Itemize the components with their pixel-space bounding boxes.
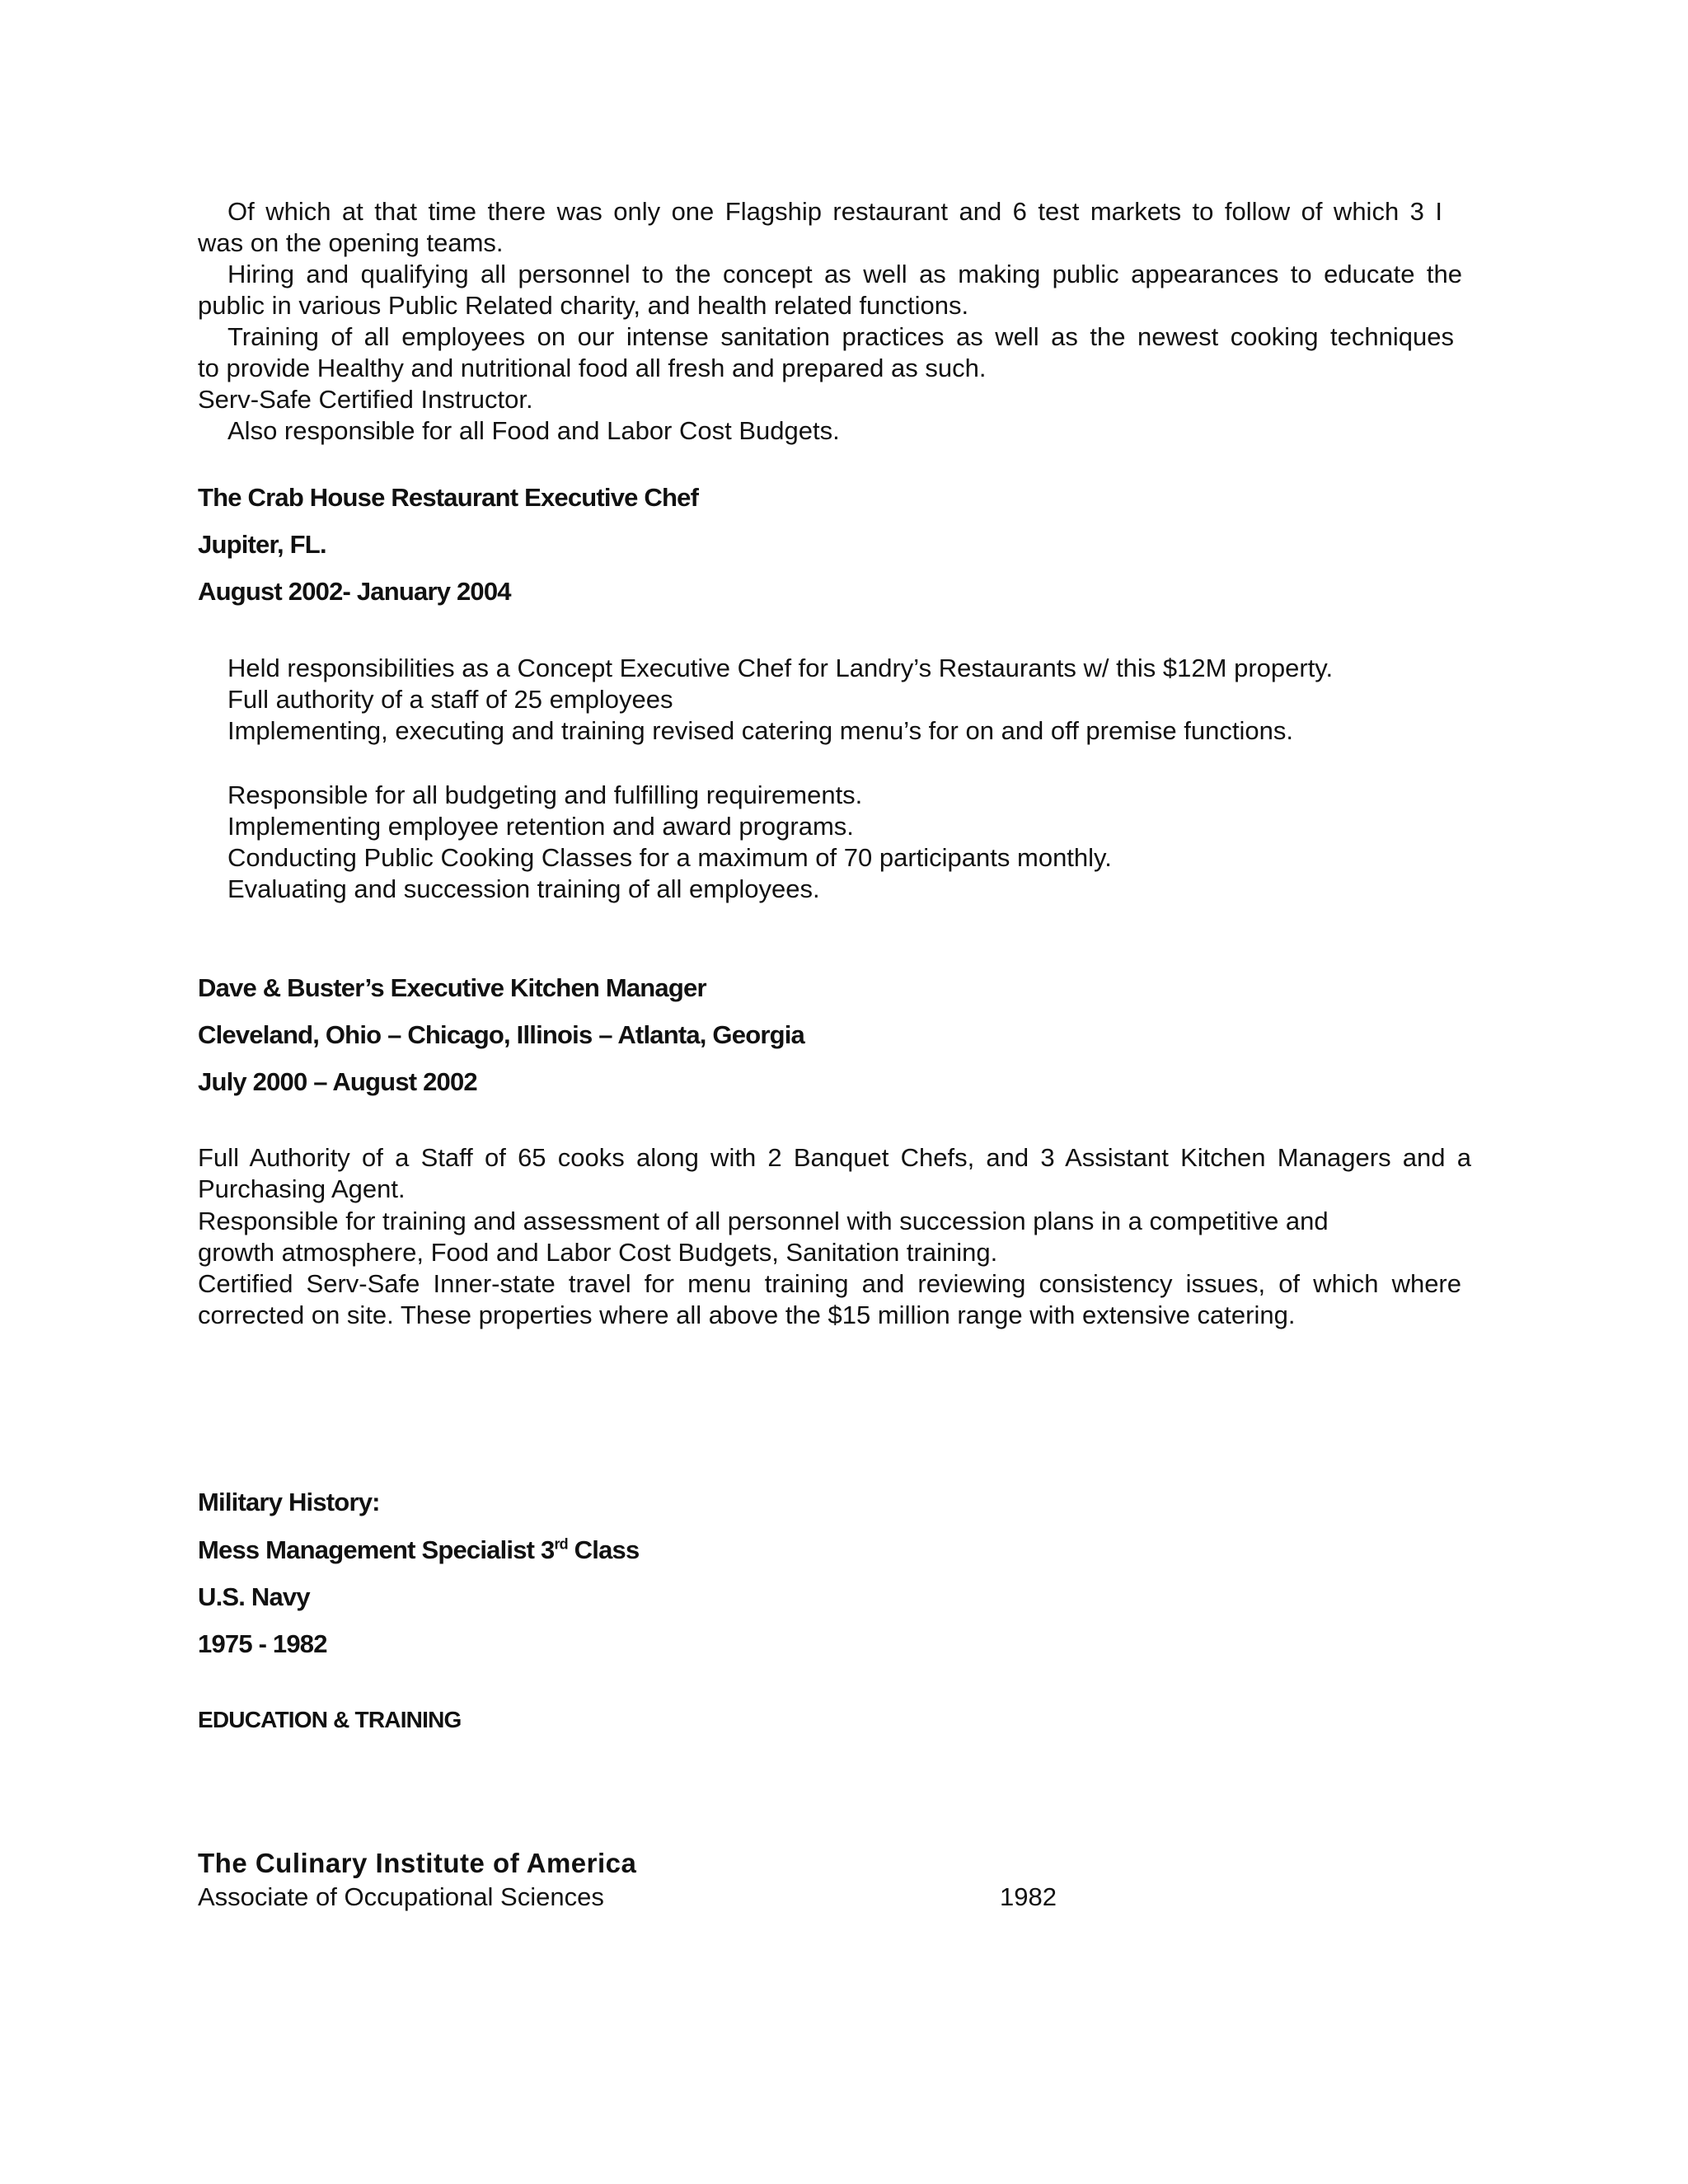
crab-house-location: Jupiter, FL. (198, 530, 326, 559)
intro-line-7: Serv-Safe Certified Instructor. (198, 385, 533, 414)
dave-busters-line: Full Authority of a Staff of 65 cooks along with 2 Banquet Chefs, and 3 Assistant Kitchen Managers and a (198, 1143, 1471, 1172)
dave-busters-line: corrected on site. These properties where all above the $15 million range with extensive catering. (198, 1301, 1296, 1329)
crab-house-duty: Conducting Public Cooking Classes for a maximum of 70 participants monthly. (227, 843, 1112, 872)
military-branch: U.S. Navy (198, 1582, 310, 1611)
dave-busters-line: Certified Serv-Safe Inner-state travel for menu training and reviewing consistency issues, of which where (198, 1269, 1461, 1298)
intro-line-4: public in various Public Related charity, and health related functions. (198, 291, 969, 320)
dave-busters-line: growth atmosphere, Food and Labor Cost Budgets, Sanitation training. (198, 1238, 998, 1267)
crab-house-duty: Held responsibilities as a Concept Executive Chef for Landry’s Restaurants w/ this $12M property. (227, 654, 1334, 682)
intro-line-2: was on the opening teams. (198, 228, 504, 257)
dave-busters-location: Cleveland, Ohio – Chicago, Illinois – Atlanta, Georgia (198, 1020, 804, 1049)
intro-line-3: Hiring and qualifying all personnel to the concept as well as making public appearances to educate the (227, 260, 1462, 288)
military-heading: Military History: (198, 1488, 380, 1516)
education-degree: Associate of Occupational Sciences (198, 1882, 604, 1911)
intro-line-1: Of which at that time there was only one Flagship restaurant and 6 test markets to follow of which 3 I (227, 197, 1442, 226)
dave-busters-line: Responsible for training and assessment of all personnel with succession plans in a competitive and (198, 1207, 1329, 1235)
military-years: 1975 - 1982 (198, 1629, 327, 1658)
dave-busters-dates: July 2000 – August 2002 (198, 1067, 477, 1096)
crab-house-dates: August 2002- January 2004 (198, 577, 511, 606)
dave-busters-line: Purchasing Agent. (198, 1174, 406, 1203)
intro-line-8: Also responsible for all Food and Labor Cost Budgets. (227, 416, 840, 445)
military-rank: Mess Management Specialist 3rd Class (198, 1535, 640, 1564)
crab-house-duty: Implementing employee retention and award programs. (227, 812, 854, 841)
education-degree-row (198, 1882, 1688, 1913)
intro-line-6: to provide Healthy and nutritional food all fresh and prepared as such. (198, 354, 987, 382)
education-year: 1982 (1000, 1882, 1057, 1911)
crab-house-duty: Responsible for all budgeting and fulfilling requirements. (227, 780, 863, 809)
crab-house-title: The Crab House Restaurant Executive Chef (198, 483, 699, 512)
dave-busters-title: Dave & Buster’s Executive Kitchen Manager (198, 973, 706, 1002)
crab-house-duty: Implementing, executing and training revised catering menu’s for on and off premise functions. (227, 716, 1293, 745)
intro-line-5: Training of all employees on our intense sanitation practices as well as the newest cooking techniques (227, 322, 1454, 351)
education-heading: EDUCATION & TRAINING (198, 1707, 462, 1732)
crab-house-duty: Full authority of a staff of 25 employees (227, 685, 673, 714)
crab-house-duty: Evaluating and succession training of all employees. (227, 874, 820, 903)
education-school: The Culinary Institute of America (198, 1848, 637, 1878)
